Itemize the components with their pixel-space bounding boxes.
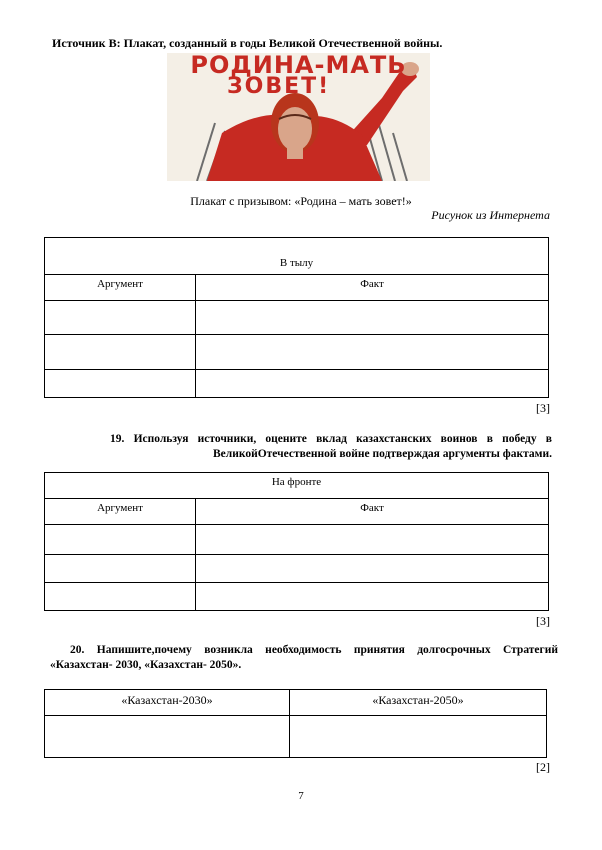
column-header-argument: Аргумент (45, 499, 196, 525)
image-credit: Рисунок из Интернета (431, 208, 550, 222)
argument-cell[interactable] (45, 583, 196, 611)
column-header-kazakhstan-2030: «Казахстан-2030» (45, 690, 290, 716)
table-row (45, 583, 549, 611)
column-header-argument: Аргумент (45, 275, 196, 301)
table-title: На фронте (45, 473, 549, 499)
column-header-fact: Факт (196, 275, 549, 301)
score-mark: [3] (536, 401, 550, 415)
question-19-line1 (110, 432, 552, 447)
question-text: Используя источники, оцените вклад казахстанских воинов в победу в (133, 433, 552, 445)
table-row (45, 370, 549, 398)
poster-slogan-line1: РОДИНА-МАТЬ (190, 53, 407, 79)
table-front (44, 472, 549, 611)
poster-caption: Плакат с призывом: «Родина – мать зовет!» (190, 194, 412, 208)
table-row (45, 301, 549, 335)
table-row (45, 555, 549, 583)
table-row (45, 335, 549, 370)
argument-cell[interactable] (45, 525, 196, 555)
poster-image (167, 53, 430, 181)
fact-cell[interactable] (196, 583, 549, 611)
argument-cell[interactable] (45, 335, 196, 370)
fact-cell[interactable] (196, 370, 549, 398)
question-number: 19. (110, 433, 125, 445)
table-title: В тылу (45, 238, 549, 275)
table-row (45, 716, 547, 758)
poster-slogan-line2: ЗОВЕТ! (227, 74, 331, 99)
fact-cell[interactable] (196, 555, 549, 583)
fact-cell[interactable] (196, 335, 549, 370)
page-number: 7 (298, 790, 304, 802)
score-mark: [2] (536, 760, 550, 774)
question-19-line2: ВеликойОтечественной войне подтверждая аргументы фактами. (213, 448, 552, 460)
argument-cell[interactable] (45, 555, 196, 583)
kazakhstan-2030-cell[interactable] (45, 716, 290, 758)
kazakhstan-2050-cell[interactable] (290, 716, 547, 758)
column-header-fact: Факт (196, 499, 549, 525)
fact-cell[interactable] (196, 301, 549, 335)
table-home-front (44, 237, 549, 398)
score-mark: [3] (536, 614, 550, 628)
fact-cell[interactable] (196, 525, 549, 555)
source-title: Источник В: Плакат, созданный в годы Великой Отечественной войны. (52, 36, 443, 50)
table-row (45, 525, 549, 555)
question-number: 20. (70, 644, 85, 656)
column-header-kazakhstan-2050: «Казахстан-2050» (290, 690, 547, 716)
argument-cell[interactable] (45, 301, 196, 335)
table-strategies (44, 689, 547, 758)
question-text: Напишите,почему возникла необходимость принятия долгосрочных Стратегий (96, 644, 558, 656)
question-20-line2: «Казахстан- 2030, «Казахстан- 2050». (50, 659, 242, 671)
question-20-line1 (70, 643, 558, 658)
argument-cell[interactable] (45, 370, 196, 398)
